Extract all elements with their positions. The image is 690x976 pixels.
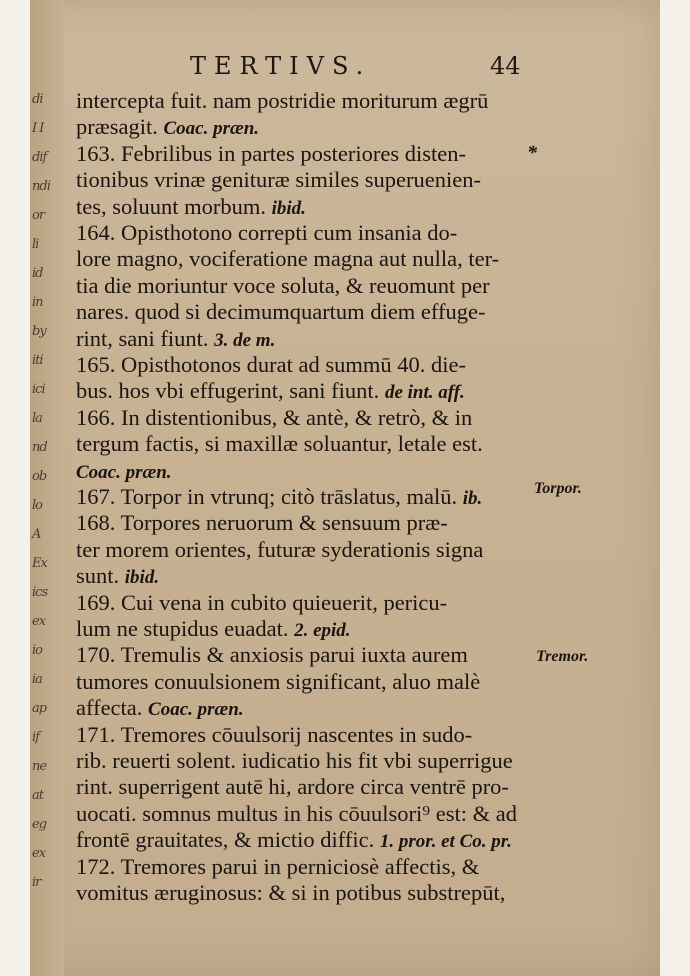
text-line (76, 114, 259, 142)
text-line (76, 352, 466, 378)
line-text: 168. Torpores neruorum & sensuum præ- (76, 510, 448, 536)
line-text: bus. hos vbi effugerint, sani fiunt. (76, 378, 385, 404)
line-text: 170. Tremulis & anxiosis parui iuxta aurem (76, 642, 468, 668)
text-line (76, 220, 457, 246)
line-text: intercepta fuit. nam postridie moriturum ægrū (76, 88, 489, 113)
text-line (76, 431, 483, 457)
source-reference: de int. aff. (384, 382, 465, 404)
line-text: lum ne stupidus euadat. (76, 616, 295, 641)
line-text: 164. Opisthotono correpti cum insania do- (76, 220, 458, 245)
text-line (76, 563, 159, 591)
line-text: tumores conuulsionem significant, aluo malè (76, 668, 481, 694)
text-line (76, 273, 490, 299)
bleed-fragment: dif (32, 150, 47, 165)
line-text: affecta. (76, 695, 149, 721)
bleed-fragment: ob (32, 469, 47, 484)
source-reference: ibid. (124, 567, 160, 589)
text-line (76, 141, 466, 167)
text-line (76, 695, 244, 723)
line-text: 167. Torpor in vtrunq; citò trāslatus, malū. (76, 484, 463, 509)
line-text: tia die moriuntur voce soluta, & reuomunt per (76, 272, 490, 298)
line-text: 172. Tremores parui in perniciosè affectis, & (76, 853, 480, 879)
line-text: 169. Cui vena in cubito quieuerit, pericu- (76, 589, 448, 615)
text-line (76, 722, 472, 748)
source-reference: 2. epid. (294, 620, 351, 641)
line-text: tergum factis, si maxillæ soluantur, letale est. (76, 431, 483, 457)
source-reference: Coac. præn. (163, 118, 260, 140)
bleed-fragment: ndi (32, 179, 50, 194)
line-text: rint. superrigent autē hi, ardore circa ventrē pro- (76, 774, 509, 800)
bleed-fragment: ne (32, 759, 47, 774)
line-text: vomitus æruginosus: & si in potibus substrepūt, (76, 880, 506, 905)
margin-note-torpor: Torpor. (534, 480, 582, 497)
text-line (76, 669, 480, 695)
line-text: frontē grauitates, & mictio diffic. (76, 827, 380, 853)
text-line (76, 88, 488, 114)
line-text: ter morem orientes, futuræ syderationis signa (76, 536, 484, 562)
source-reference: 1. pror. et Co. pr. (379, 831, 512, 853)
margin-asterisk: * (527, 142, 537, 164)
text-line (76, 458, 172, 486)
text-line (76, 299, 485, 325)
bleed-fragment: by (32, 324, 46, 339)
source-reference: 3. de m. (214, 329, 276, 351)
text-line (76, 748, 513, 774)
text-line (76, 854, 479, 880)
source-reference: ibid. (271, 197, 306, 219)
bleed-fragment: ia (32, 672, 42, 687)
bleed-fragment: ex (32, 614, 46, 629)
line-text: rint, sani fiunt. (76, 325, 215, 351)
text-line (76, 246, 499, 272)
text-line (76, 880, 505, 906)
line-text: præsagit. (76, 114, 164, 140)
text-line (76, 510, 448, 536)
line-text: tes, soluunt morbum. (76, 193, 272, 219)
text-line (76, 616, 351, 644)
source-reference: ib. (462, 488, 483, 509)
bleed-fragment: ex (32, 846, 46, 861)
text-line (76, 801, 517, 827)
text-line (76, 326, 275, 354)
text-line (76, 590, 447, 616)
bleed-fragment: li (32, 237, 39, 252)
text-line (76, 537, 483, 563)
text-line (76, 378, 465, 406)
source-reference: Coac. præn. (148, 699, 244, 721)
bleed-fragment: ap (32, 701, 47, 716)
source-reference: Coac. præn. (76, 461, 172, 483)
line-text: sunt. (76, 563, 125, 589)
bleed-fragment: or (32, 208, 45, 223)
bleed-fragment: at (32, 788, 43, 803)
bleed-fragment: I I (32, 121, 44, 136)
bleed-fragment: ici (32, 382, 45, 397)
text-line (76, 774, 509, 800)
text-line (76, 484, 482, 512)
page-number: 44 (490, 52, 521, 80)
bleed-fragment: ir (32, 875, 41, 890)
line-text: lore magno, vociferatione magna aut nulla, ter- (76, 246, 500, 272)
bleed-fragment: Ex (32, 556, 47, 571)
text-line (76, 167, 481, 193)
bleed-fragment: in (32, 295, 43, 310)
bleed-fragment: iti (32, 353, 43, 368)
line-text: 165. Opisthotonos durat ad summū 40. die- (76, 352, 466, 377)
bleed-fragment: if (32, 730, 39, 745)
line-text: 166. In distentionibus, & antè, & retrò, & in (76, 404, 473, 430)
bleed-fragment: nd (32, 440, 47, 455)
line-text: 163. Febrilibus in partes posteriores disten- (76, 140, 466, 166)
bleed-fragment: di (32, 92, 43, 107)
bleed-fragment: la (32, 411, 42, 426)
bleed-fragment: id (32, 266, 43, 281)
line-text: nares. quod si decimumquartum diem effuge- (76, 299, 486, 325)
text-line (76, 642, 468, 668)
line-text: 171. Tremores cōuulsorij nascentes in sudo- (76, 721, 473, 747)
text-line (76, 405, 472, 431)
bleed-fragment: io (32, 643, 42, 658)
text-line (76, 194, 306, 222)
margin-note-tremor: Tremor. (536, 648, 589, 665)
bleed-fragment: A (32, 527, 41, 542)
running-title: TERTIVS. (190, 52, 372, 80)
line-text: rib. reuerti solent. iudicatio his fit vbi superrigue (76, 748, 513, 773)
line-text: tionibus vrinæ genituræ similes superuenien- (76, 167, 481, 193)
line-text: uocati. somnus multus in his cōuulsori⁹ est: & ad (76, 800, 517, 826)
bleed-fragment: eg (32, 817, 47, 832)
text-line (76, 827, 512, 855)
bleed-fragment: lo (32, 498, 42, 513)
bleed-fragment: ics (32, 585, 48, 600)
